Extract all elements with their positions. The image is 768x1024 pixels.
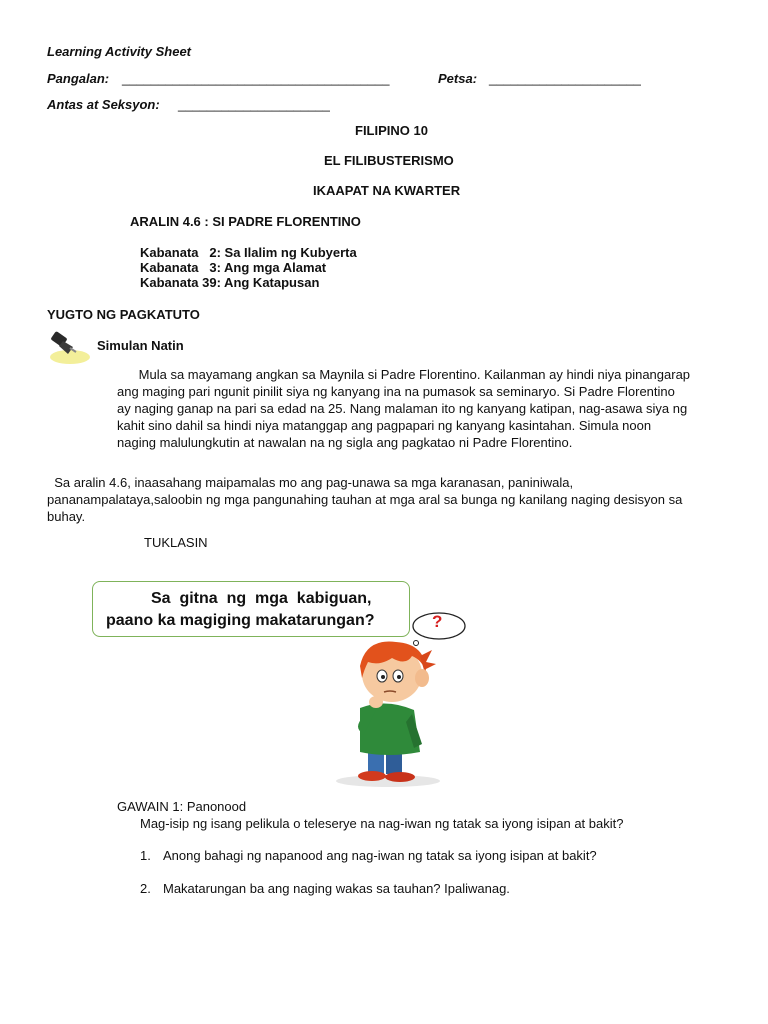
tuklasin-heading: TUKLASIN bbox=[144, 535, 208, 550]
paragraph-line: naging malulungkutin at nawalan na ng sigla ang pagkatao ni Padre Florentino. bbox=[117, 435, 573, 450]
paragraph-line: ay naging ganap na pari sa edad na 25. Nang malaman ito ng kanyang katipan, nag-asawa siya ng bbox=[117, 401, 688, 416]
stage-heading: YUGTO NG PAGKATUTO bbox=[47, 307, 200, 322]
paragraph-line: Sa aralin 4.6, inaasahang maipamalas mo ang pag-unawa sa mga karanasan, paniniwala, bbox=[47, 475, 574, 490]
novel-title: EL FILIBUSTERISMO bbox=[324, 153, 454, 168]
thinking-boy-illustration bbox=[330, 636, 450, 788]
date-field[interactable]: _____________________ bbox=[489, 71, 641, 86]
date-label: Petsa: bbox=[438, 71, 478, 86]
section-field[interactable]: _____________________ bbox=[178, 97, 330, 112]
chapter-item: Kabanata 3: Ang mga Alamat bbox=[140, 260, 327, 275]
question-number: 2. bbox=[140, 881, 151, 896]
paragraph-line: ang maging pari ngunit pinilit siya ng kanyang ina na pumasok sa seminaryo. Si Padre Florentino bbox=[117, 384, 675, 399]
sheet-title: Learning Activity Sheet bbox=[47, 44, 191, 59]
question-mark-icon: ? bbox=[432, 612, 443, 631]
question-bubble bbox=[92, 581, 410, 637]
gawain-title: GAWAIN 1: Panonood bbox=[117, 799, 247, 814]
bubble-line: paano ka magiging makatarungan? bbox=[106, 612, 375, 629]
paragraph-line: pananampalataya,saloobin ng mga pangunahing tauhan at mga aral sa bunga ng kanilang naging desisyon sa bbox=[47, 492, 683, 507]
chapter-item: Kabanata 39: Ang Katapusan bbox=[140, 275, 320, 290]
question-number: 1. bbox=[140, 848, 151, 863]
section-label: Antas at Seksyon: bbox=[47, 97, 160, 112]
flashlight-icon bbox=[46, 326, 94, 366]
subject-title: FILIPINO 10 bbox=[355, 123, 428, 138]
chapter-item: Kabanata 2: Sa Ilalim ng Kubyerta bbox=[140, 245, 357, 260]
objective-paragraph bbox=[47, 474, 682, 525]
paragraph-line: buhay. bbox=[47, 509, 86, 524]
bubble-line: Sa gitna ng mga kabiguan, bbox=[151, 590, 372, 607]
name-label: Pangalan: bbox=[47, 71, 110, 86]
gawain-instruction: Mag-isip ng isang pelikula o teleserye na nag-iwan ng tatak sa iyong isipan at bakit? bbox=[140, 816, 624, 831]
name-field[interactable]: _____________________________________ bbox=[122, 71, 390, 86]
question-text: Anong bahagi ng napanood ang nag-iwan ng tatak sa iyong isipan at bakit? bbox=[163, 848, 597, 863]
paragraph-line: Mula sa mayamang angkan sa Maynila si Padre Florentino. Kailanman ay hindi niya pinangarap bbox=[117, 367, 691, 382]
quarter-title: IKAAPAT NA KWARTER bbox=[313, 183, 461, 198]
simulan-heading: Simulan Natin bbox=[97, 338, 184, 353]
lesson-title: ARALIN 4.6 : SI PADRE FLORENTINO bbox=[130, 214, 361, 229]
paragraph-line: kahit sino dahil sa hindi niya matanggap ang pagpapari ng kanyang kasintahan. Simula noon bbox=[117, 418, 652, 433]
simulan-paragraph bbox=[117, 366, 690, 451]
question-text: Makatarungan ba ang naging wakas sa tauhan? Ipaliwanag. bbox=[163, 881, 510, 896]
